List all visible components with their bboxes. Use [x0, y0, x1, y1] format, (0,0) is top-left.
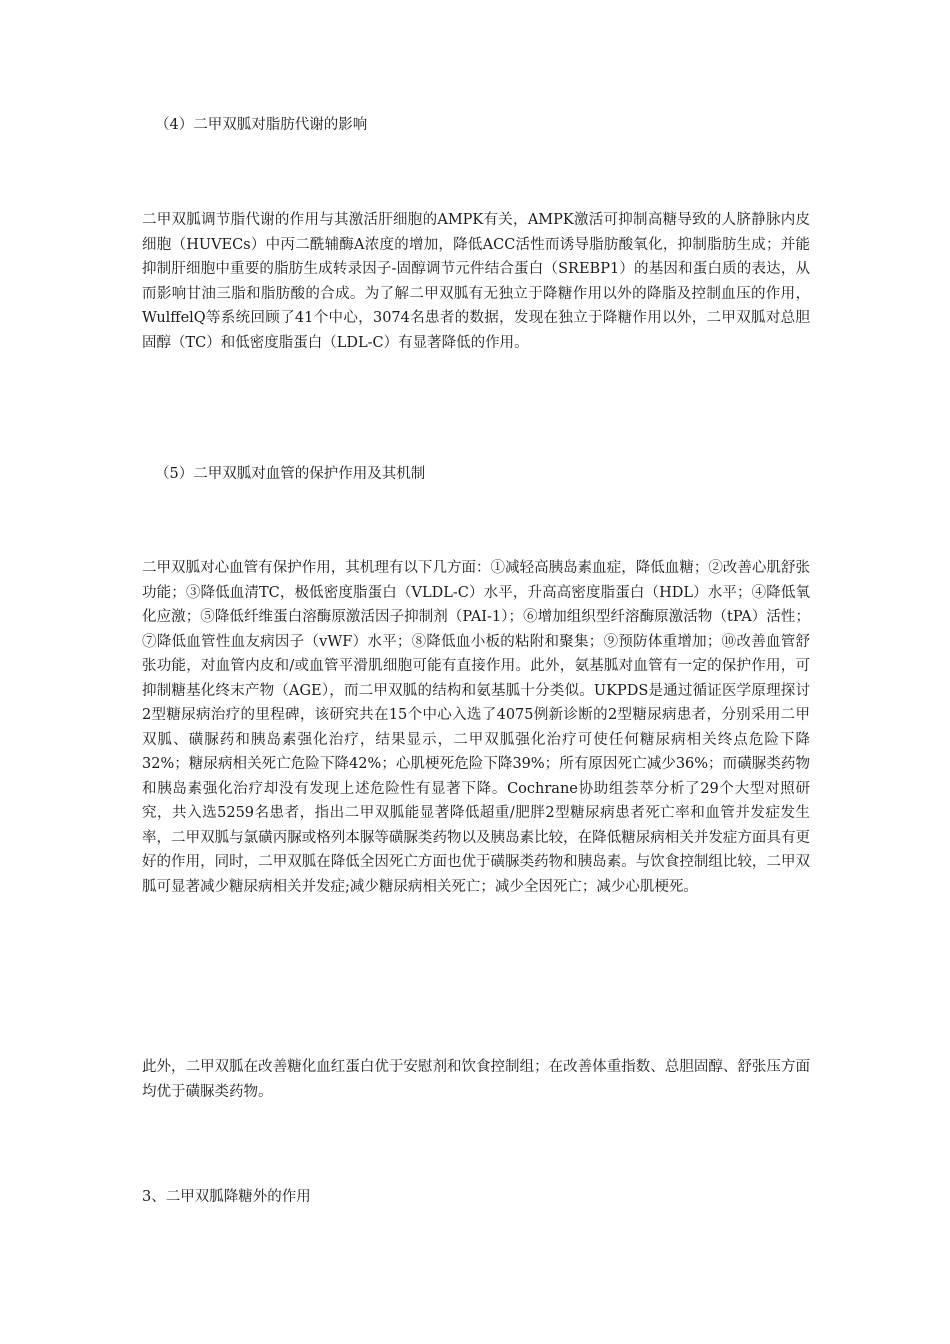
section-5-paragraph-2: 此外，二甲双胍在改善糖化血红蛋白优于安慰剂和饮食控制组；在改善体重指数、总胆固醇、舒张压方面均优于磺脲类药物。 — [142, 1059, 810, 1100]
section-4-heading: （4）二甲双胍对脂肪代谢的影响 — [155, 117, 368, 133]
section-5-paragraph: 二甲双胍对心血管有保护作用，其机理有以下几方面：①减轻高胰岛素血症，降低血糖；②改善心肌舒张功能；③降低血清TC，极低密度脂蛋白（VLDL-C）水平，升高高密度脂蛋白（HDL）水平；④降低氧化应激；⑤降低纤维蛋白溶酶原激活因子抑制剂（PAI-1）；⑥增加组织型纤溶酶原激活物（tPA）活性；⑦降低血管性血友病因子（vWF）水平；⑧降低血小板的粘附和聚集；⑨预防体重增加；⑩改善血管舒张功能，对血管内皮和/或血管平滑肌细胞可能有直接作用。此外，氨基胍对血管有一定的保护作用，可抑制糖基化终末产物（AGE），而二甲双胍的结构和氨基胍十分类似。UKPDS是通过循证医学原理探讨2型糖尿病治疗的里程碑，该研究共在15个中心入选了4075例新诊断的2型糖尿病患者，分别采用二甲双胍、磺脲药和胰岛素强化治疗，结果显示，二甲双胍强化治疗可使任何糖尿病相关终点危险下降32%；糖尿病相关死亡危险下降42%；心肌梗死危险下降39%；所有原因死亡减少36%；而磺脲类药物和胰岛素强化治疗却没有发现上述危险性有显著下降。Cochrane协助组荟萃分析了29个大型对照研究，共入选5259名患者，指出二甲双胍能显著降低超重/肥胖2型糖尿病患者死亡率和血管并发症发生率，二甲双胍与氯磺丙脲或格列本脲等磺脲类药物以及胰岛素比较，在降低糖尿病相关并发症方面具有更好的作用，同时，二甲双胍在降低全因死亡方面也优于磺脲类药物和胰岛素。与饮食控制组比较，二甲双胍可显著减少糖尿病相关并发症;减少糖尿病相关死亡；减少全因死亡；减少心肌梗死。 — [142, 560, 810, 895]
section-5-heading: （5）二甲双胍对血管的保护作用及其机制 — [155, 466, 426, 482]
section-3-heading: 3、二甲双胍降糖外的作用 — [142, 1189, 311, 1205]
section-4-paragraph: 二甲双胍调节脂代谢的作用与其激活肝细胞的AMPK有关，AMPK激活可抑制高糖导致的人脐静脉内皮细胞（HUVECs）中丙二酰辅酶A浓度的增加，降低ACC活性而诱导脂肪酸氧化，抑制脂肪生成；并能抑制肝细胞中重要的脂肪生成转录因子-固醇调节元件结合蛋白（SREBP1）的基因和蛋白质的表达，从而影响甘油三脂和脂肪酸的合成。为了解二甲双胍有无独立于降糖作用以外的降脂及控制血压的作用，WulffelQ等系统回顾了41个中心，3074名患者的数据，发现在独立于降糖作用以外，二甲双胍对总胆固醇（TC）和低密度脂蛋白（LDL-C）有显著降低的作用。 — [142, 212, 810, 351]
